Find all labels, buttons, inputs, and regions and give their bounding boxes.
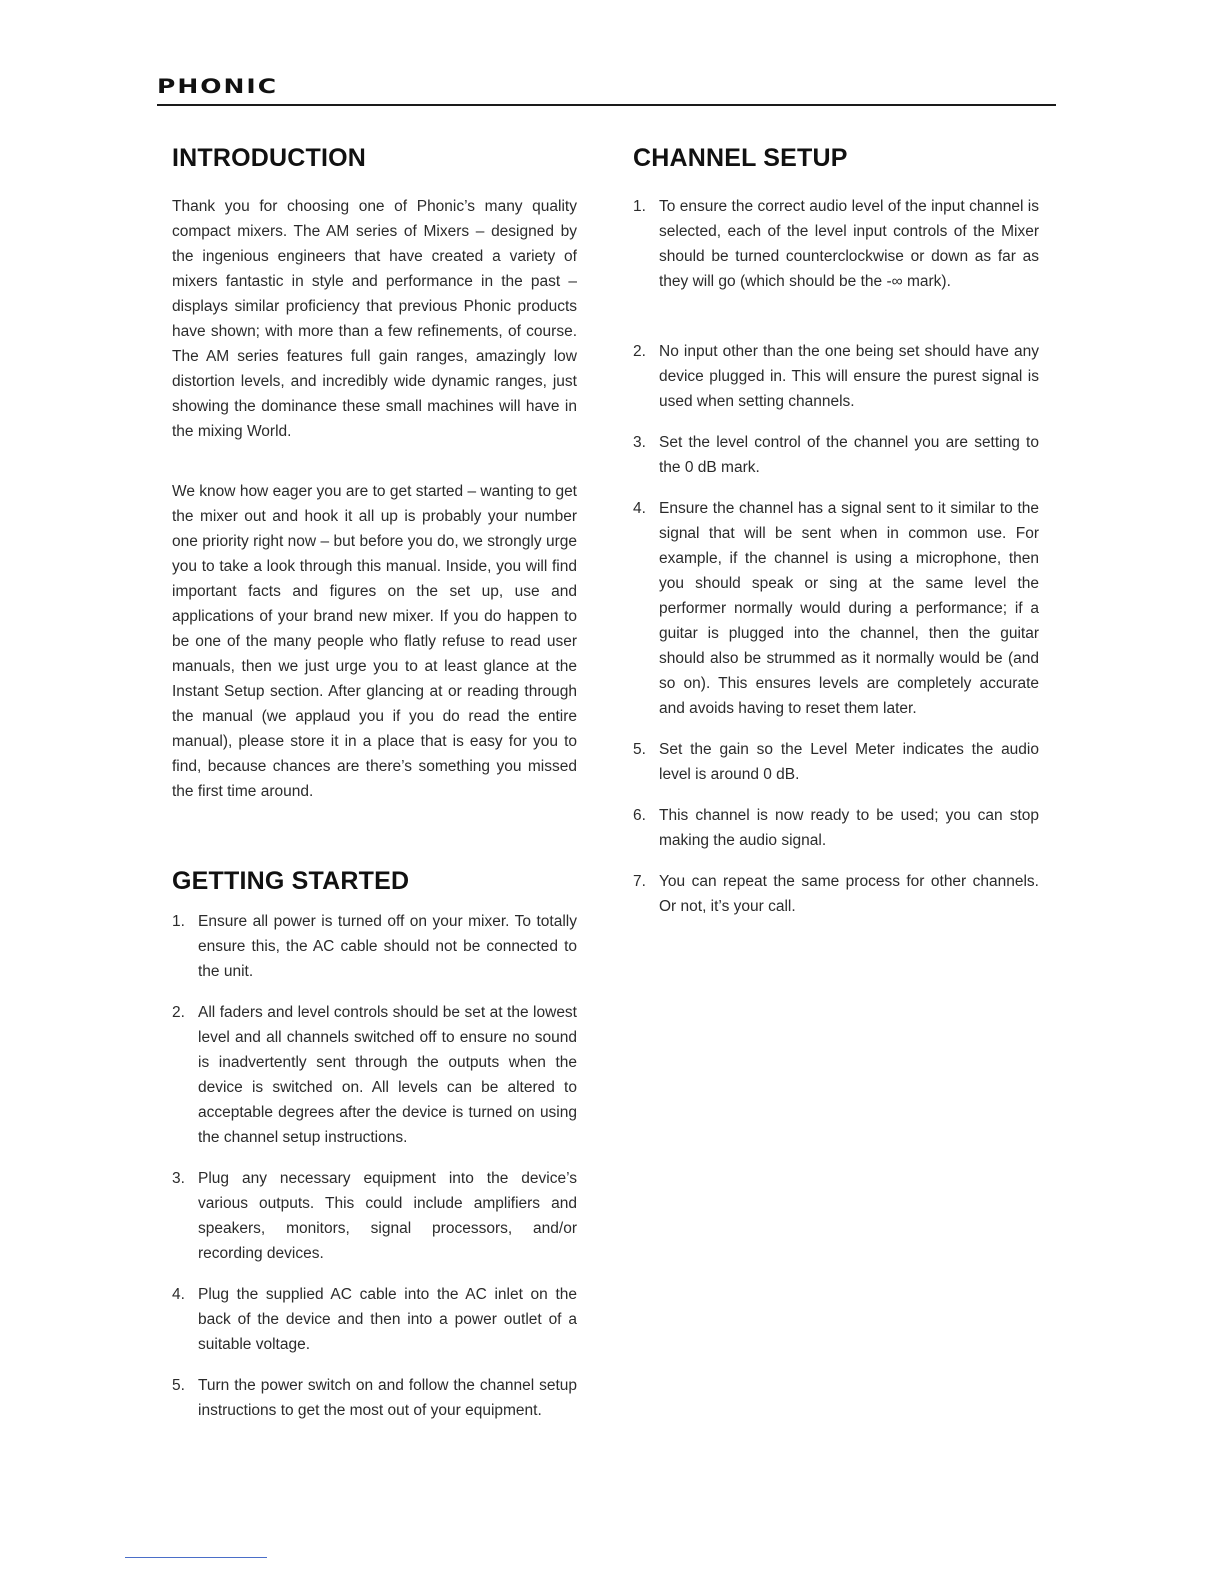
list-item bbox=[633, 737, 1039, 787]
list-item bbox=[172, 1373, 577, 1423]
item-text: Set the gain so the Level Meter indicates the audio level is around 0 dB. bbox=[659, 741, 1039, 783]
list-item bbox=[633, 496, 1039, 721]
list-item bbox=[172, 1282, 577, 1357]
channel-setup-list bbox=[633, 194, 1039, 919]
item-number: 7. bbox=[633, 873, 646, 890]
item-number: 3. bbox=[172, 1170, 185, 1187]
item-text: Ensure the channel has a signal sent to it similar to the signal that will be sent when in common use. For example, if the channel is using a microphone, then you should speak or sing at the same level the performer normally would during a performance; if a guitar is plugged into the channel, then the guitar should also be strummed as it normally would be (and so on). This ensures levels are completely accurate and avoids having to reset them later. bbox=[659, 500, 1039, 717]
item-number: 2. bbox=[633, 343, 646, 360]
item-number: 3. bbox=[633, 434, 646, 451]
item-text: You can repeat the same process for other channels. Or not, it’s your call. bbox=[659, 873, 1039, 915]
left-column bbox=[172, 142, 577, 1423]
item-text: Plug the supplied AC cable into the AC inlet on the back of the device and then into a power outlet of a suitable voltage. bbox=[198, 1286, 577, 1353]
footer-rule bbox=[125, 1557, 267, 1558]
right-column bbox=[633, 142, 1039, 919]
list-item bbox=[633, 194, 1039, 294]
item-number: 6. bbox=[633, 807, 646, 824]
item-number: 4. bbox=[633, 500, 646, 517]
item-text: Plug any necessary equipment into the device’s various outputs. This could include amplifiers and speakers, monitors, signal processors, and/or recording devices. bbox=[198, 1170, 577, 1262]
item-number: 5. bbox=[633, 741, 646, 758]
item-text: Set the level control of the channel you are setting to the 0 dB mark. bbox=[659, 434, 1039, 476]
list-item bbox=[633, 339, 1039, 414]
intro-paragraph-2: We know how eager you are to get started – wanting to get the mixer out and hook it all up is probably your number one priority right now – but before you do, we strongly urge you to take a look through this manual. Inside, you will find important facts and figures on the set up, use and applications of your brand new mixer. If you do happen to be one of the many people who flatly refuse to read user manuals, then we just urge you to at least glance at the Instant Setup section. After glancing at or reading through the manual (we applaud you if you do read the entire manual), please store it in a place that is easy for you to find, because chances are there’s something you missed the first time around. bbox=[172, 483, 577, 800]
item-number: 2. bbox=[172, 1004, 185, 1021]
item-number: 1. bbox=[172, 913, 185, 930]
item-text: Turn the power switch on and follow the channel setup instructions to get the most out of your equipment. bbox=[198, 1377, 577, 1419]
channel-setup-heading: CHANNEL SETUP bbox=[633, 144, 848, 172]
item-text: This channel is now ready to be used; you can stop making the audio signal. bbox=[659, 807, 1039, 849]
list-item bbox=[172, 1000, 577, 1150]
list-item bbox=[633, 430, 1039, 480]
phonic-logo: PHONIC bbox=[157, 75, 279, 98]
list-item bbox=[172, 909, 577, 984]
getting-started-heading: GETTING STARTED bbox=[172, 867, 410, 895]
item-text: Ensure all power is turned off on your mixer. To totally ensure this, the AC cable should not be connected to the unit. bbox=[198, 913, 577, 980]
item-text: No input other than the one being set should have any device plugged in. This will ensure the purest signal is used when setting channels. bbox=[659, 343, 1039, 410]
introduction-heading: INTRODUCTION bbox=[172, 144, 367, 172]
list-item bbox=[633, 803, 1039, 853]
item-number: 1. bbox=[633, 198, 646, 215]
item-text: All faders and level controls should be set at the lowest level and all channels switched off to ensure no sound is inadvertently sent through the outputs when the device is switched on. All levels can be altered to acceptable degrees after the device is turned on using the channel setup instructions. bbox=[198, 1004, 577, 1146]
list-item bbox=[172, 1166, 577, 1266]
item-text: To ensure the correct audio level of the input channel is selected, each of the level input controls of the Mixer should be turned counterclockwise or down as far as they will go (which should be the -∞ mark). bbox=[659, 198, 1039, 290]
item-number: 4. bbox=[172, 1286, 185, 1303]
list-item bbox=[633, 869, 1039, 919]
intro-paragraph-1: Thank you for choosing one of Phonic’s many quality compact mixers. The AM series of Mixers – designed by the ingenious engineers that have created a variety of mixers fantastic in style and performance in the past – displays similar proficiency that previous Phonic products have shown; with more than a few refinements, of course. The AM series features full gain ranges, amazingly low distortion levels, and incredibly wide dynamic ranges, just showing the dominance these small machines will have in the mixing World. bbox=[172, 198, 577, 440]
getting-started-list bbox=[172, 909, 577, 1423]
page-header bbox=[157, 76, 1056, 106]
item-number: 5. bbox=[172, 1377, 185, 1394]
